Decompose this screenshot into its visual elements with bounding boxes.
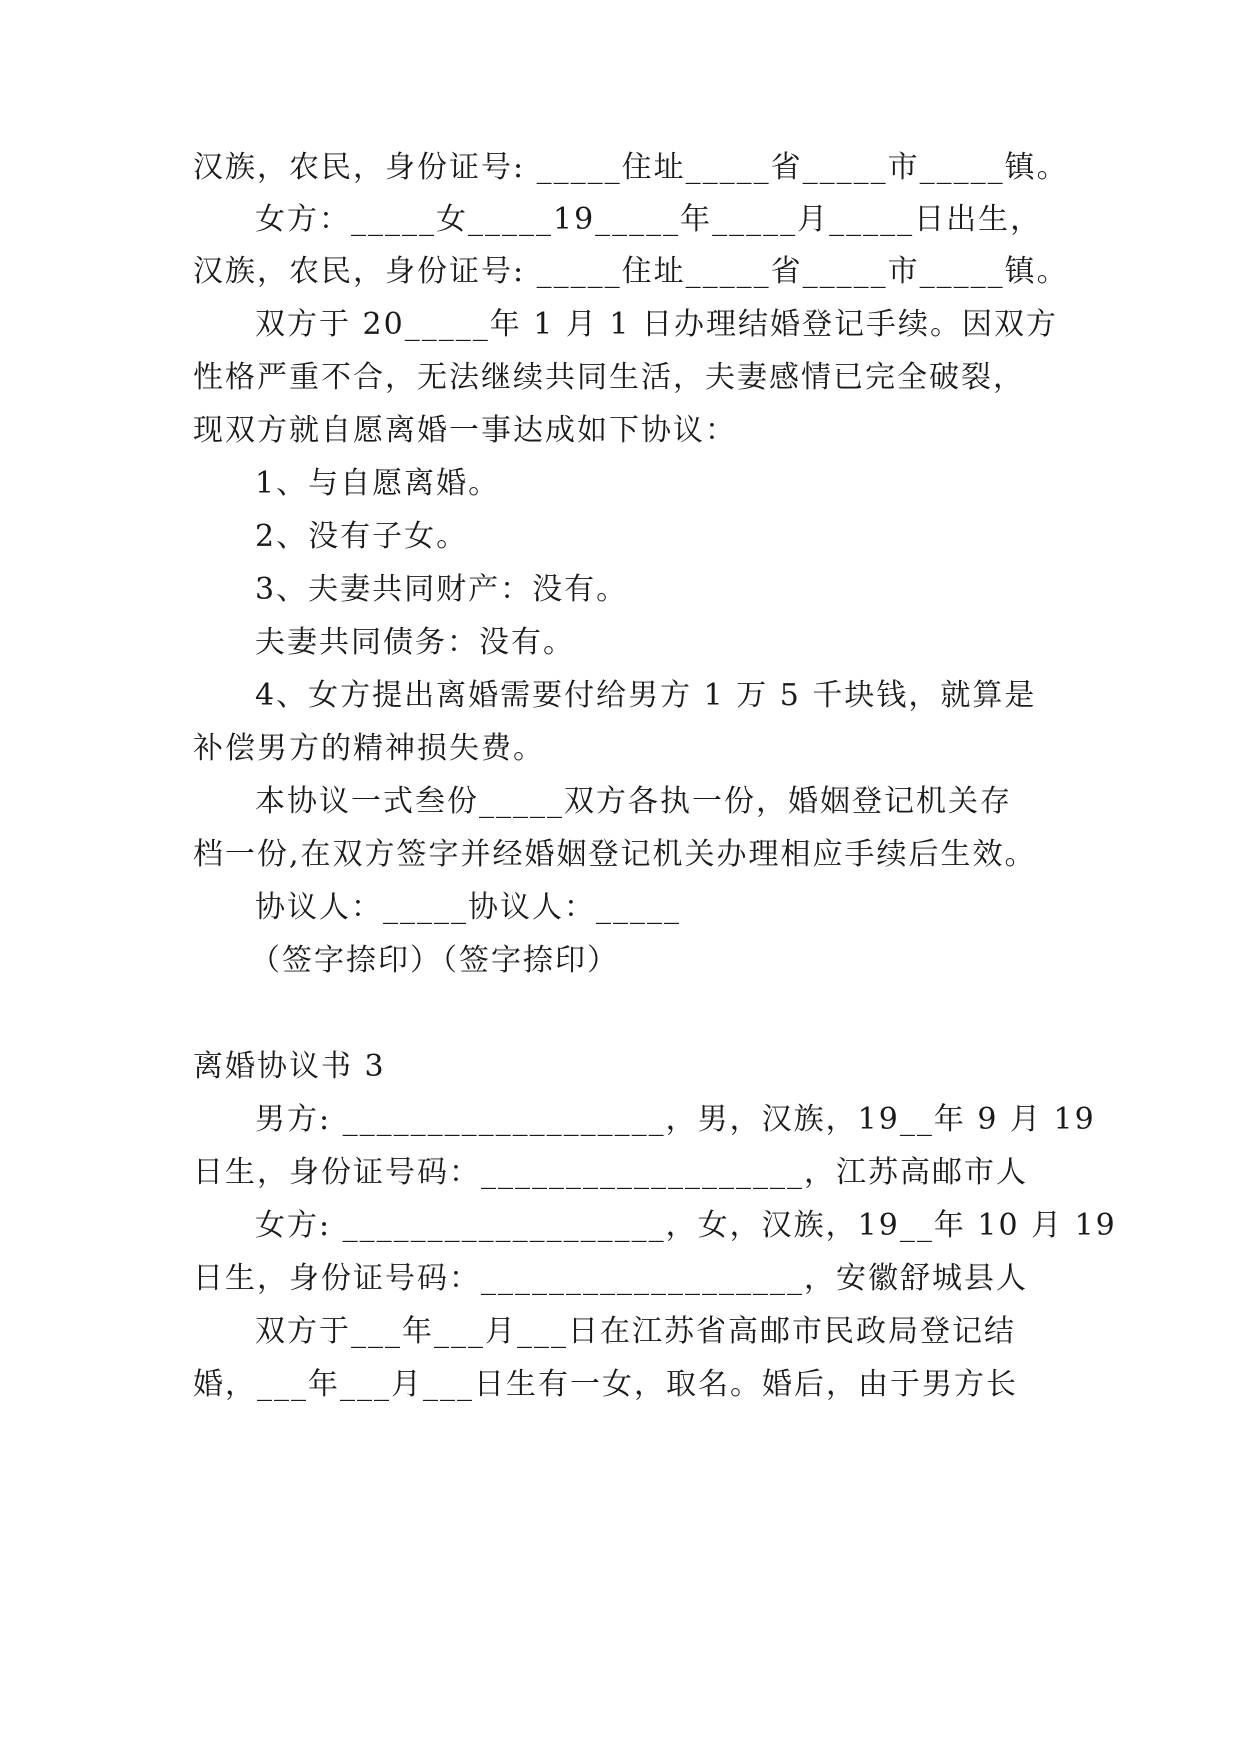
list-item: 3、夫妻共同财产：没有。 [255,572,629,607]
paragraph-line: 女方：_____女_____19_____年_____月_____日出生， [255,202,1043,237]
paragraph-line: 婚，___年___月___日生有一女，取名。婚后，由于男方长 [193,1367,1018,1402]
paragraph-line: 女方: ___________________，女，汉族，19__年 10 月 19 [255,1208,1117,1243]
signature-note: （签字捺印）（签字捺印） [250,943,619,978]
section-title: 离婚协议书 3 [193,1049,386,1084]
paragraph-line: 双方于___年___月___日在江苏省高邮市民政局登记结 [255,1314,1016,1349]
paragraph-line: 现双方就自愿离婚一事达成如下协议： [193,413,737,448]
paragraph-line: 档一份,在双方签字并经婚姻登记机关办理相应手续后生效。 [193,837,1037,872]
paragraph-line: 日生，身份证号码：___________________，江苏高邮市人 [193,1155,1028,1190]
paragraph-line: 本协议一式叁份_____双方各执一份，婚姻登记机关存 [255,784,1012,819]
paragraph-line: 汉族，农民，身份证号: _____住址_____省_____市_____镇。 [193,254,1069,289]
paragraph-line: 夫妻共同债务：没有。 [255,625,575,660]
paragraph-line: 性格严重不合，无法继续共同生活，夫妻感情已完全破裂， [193,360,1025,395]
paragraph-line: 汉族，农民，身份证号: _____住址_____省_____市_____镇。 [193,150,1069,185]
paragraph-line: 双方于 20_____年 1 月 1 日办理结婚登记手续。因双方 [255,307,1059,342]
paragraph-line: 补偿男方的精神损失费。 [193,731,545,766]
list-item: 4、女方提出离婚需要付给男方 1 万 5 千块钱，就算是 [255,678,1037,713]
paragraph-line: 日生，身份证号码：___________________，安徽舒城县人 [193,1261,1028,1296]
paragraph-line: 男方: ___________________，男，汉族，19__年 9 月 19 [255,1102,1096,1137]
list-item: 1、与自愿离婚。 [255,466,501,501]
signature-line: 协议人：_____协议人：_____ [255,890,681,925]
list-item: 2、没有子女。 [255,519,469,554]
